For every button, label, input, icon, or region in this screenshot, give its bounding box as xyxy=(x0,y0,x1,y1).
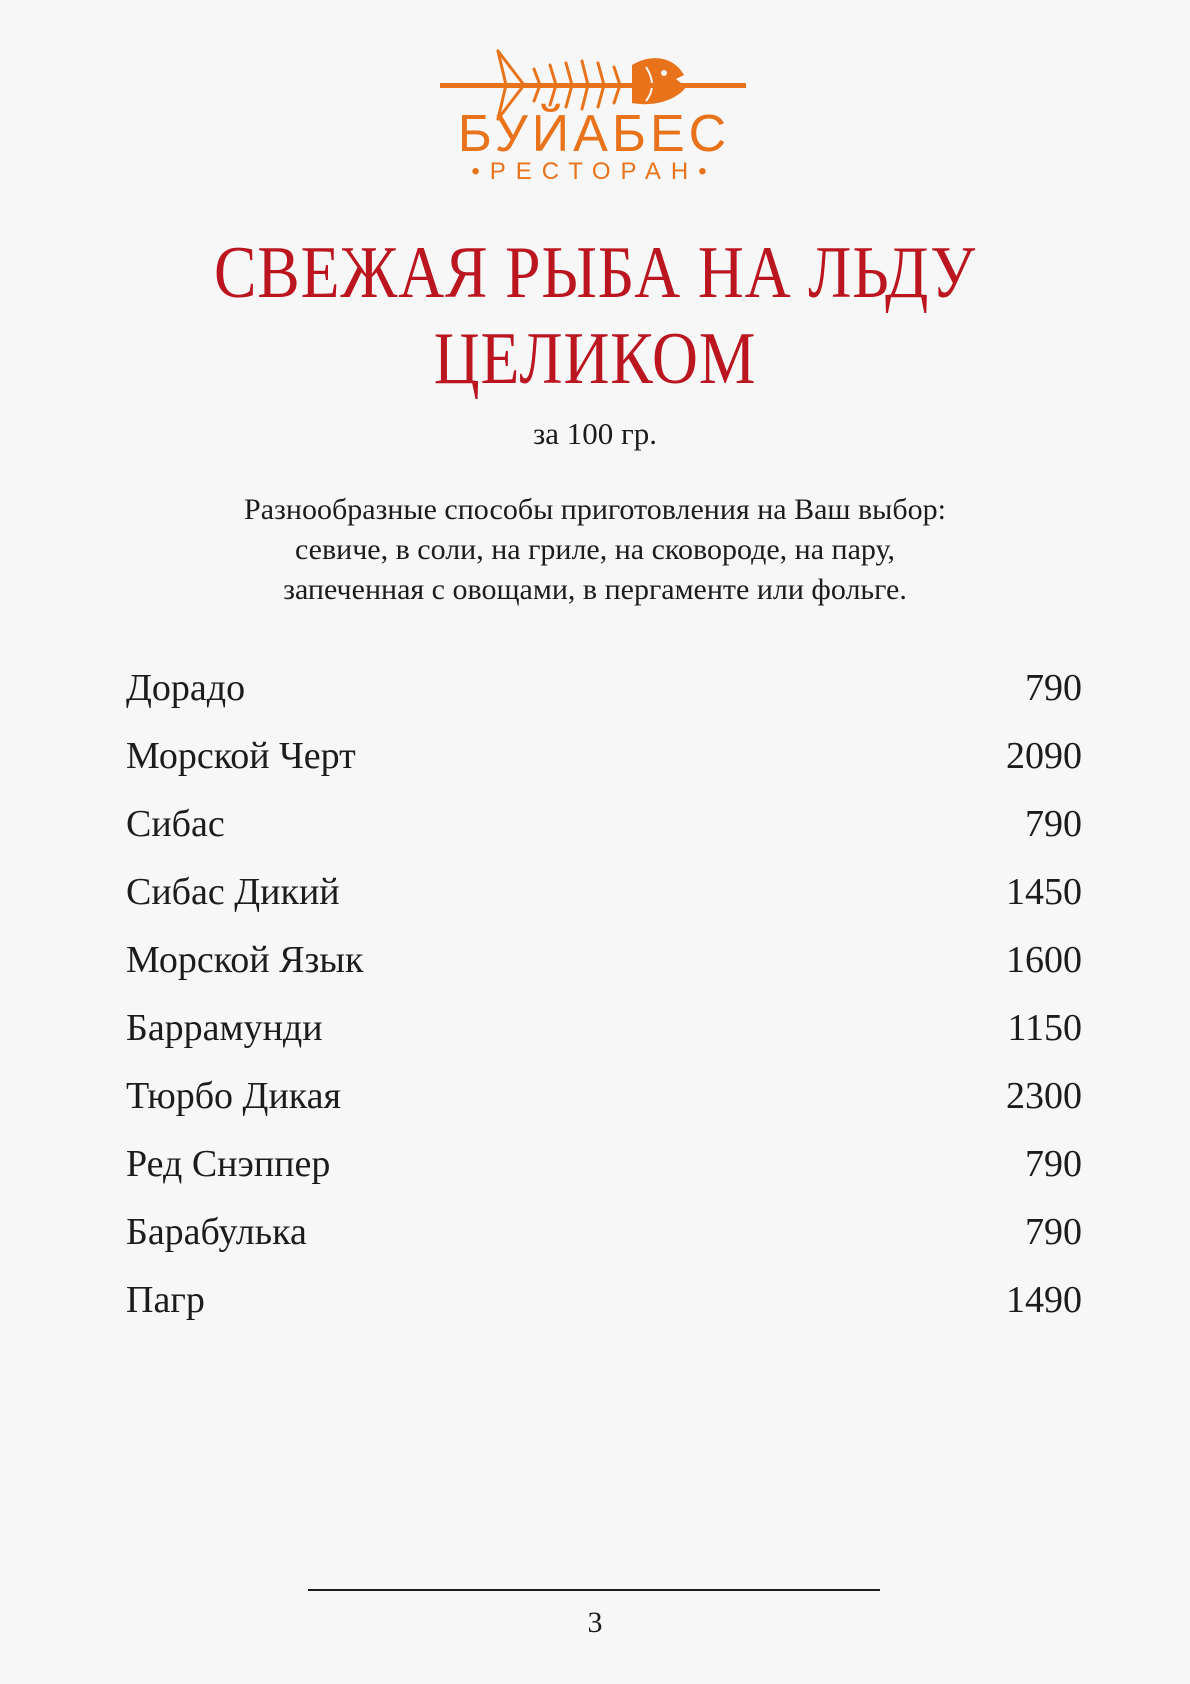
menu-item-name: Сибас Дикий xyxy=(126,871,340,913)
description-line-3: запеченная с овощами, в пергаменте или фольге. xyxy=(283,573,907,606)
menu-item-name: Баррамунди xyxy=(126,1007,323,1049)
title-line-1: СВЕЖАЯ РЫБА НА ЛЬДУ xyxy=(213,232,977,314)
logo-subtitle: •РЕСТОРАН• xyxy=(471,158,717,180)
menu-list xyxy=(126,660,1082,1340)
menu-item xyxy=(126,796,1082,864)
menu-item-price: 1150 xyxy=(1007,1007,1082,1049)
menu-item xyxy=(126,1068,1082,1136)
menu-item-name: Тюрбо Дикая xyxy=(126,1075,342,1117)
menu-item-price: 790 xyxy=(1025,1143,1082,1185)
menu-item xyxy=(126,864,1082,932)
menu-item xyxy=(126,728,1082,796)
preparation-description xyxy=(0,490,1190,610)
menu-item-price: 2300 xyxy=(1006,1075,1082,1117)
menu-item xyxy=(126,1000,1082,1068)
menu-item xyxy=(126,932,1082,1000)
menu-item xyxy=(126,1204,1082,1272)
menu-item-price: 1490 xyxy=(1006,1279,1082,1321)
description-line-1: Разнообразные способы приготовления на Ваш выбор: xyxy=(244,493,946,526)
menu-item-price: 790 xyxy=(1025,803,1082,845)
menu-item xyxy=(126,660,1082,728)
menu-item-price: 790 xyxy=(1025,667,1082,709)
menu-item-name: Морской Черт xyxy=(126,735,356,777)
menu-item-name: Дорадо xyxy=(126,667,246,709)
price-unit: за 100 гр. xyxy=(533,416,657,451)
page-number: 3 xyxy=(587,1606,603,1639)
menu-item-name: Сибас xyxy=(126,803,225,845)
menu-item-price: 790 xyxy=(1025,1211,1082,1253)
description-line-2: севиче, в соли, на гриле, на сковороде, на пару, xyxy=(295,533,895,566)
menu-item xyxy=(126,1272,1082,1340)
menu-item-name: Морской Язык xyxy=(126,939,364,981)
menu-item-price: 2090 xyxy=(1006,735,1082,777)
title-line-2: ЦЕЛИКОМ xyxy=(433,318,757,400)
footer-divider xyxy=(308,1589,880,1591)
menu-item-price: 1450 xyxy=(1006,871,1082,913)
menu-item-price: 1600 xyxy=(1006,939,1082,981)
logo-name: БУЙАБЕС xyxy=(457,105,731,163)
menu-item-name: Ред Снэппер xyxy=(126,1143,331,1185)
restaurant-logo xyxy=(440,45,750,180)
menu-item xyxy=(126,1136,1082,1204)
page-title xyxy=(83,230,1106,402)
menu-item-name: Барабулька xyxy=(126,1211,307,1253)
menu-item-name: Пагр xyxy=(126,1279,205,1321)
